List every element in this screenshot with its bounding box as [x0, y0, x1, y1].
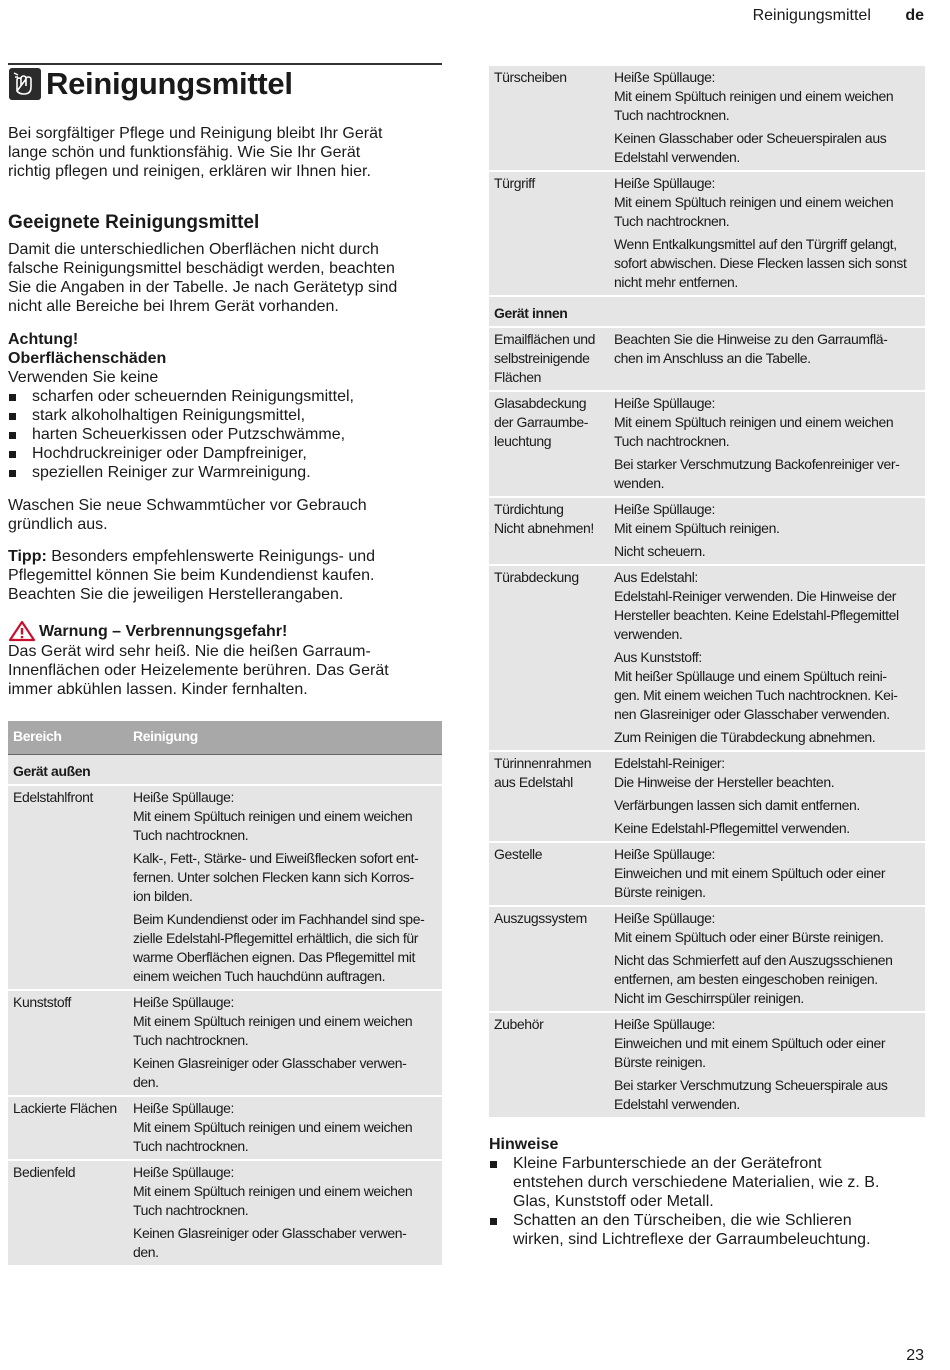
area-line: Kunststoff [13, 994, 72, 1010]
running-header [753, 7, 924, 25]
table-row [489, 566, 925, 752]
cleaning-table-right [489, 66, 925, 1119]
cleaning-line: Mit einem Spültuch reinigen. [614, 520, 780, 536]
warning-block [8, 620, 442, 699]
list-item: harten Scheuerkissen oder Putzschwämme, [8, 425, 442, 444]
area-line: Gestelle [494, 846, 543, 862]
table-row [8, 786, 442, 991]
intro-paragraph [8, 124, 442, 181]
cleaning-line: chen im Anschluss an die Tabelle. [614, 350, 811, 366]
cleaning-line: Beachten Sie die Hinweise zu den Garraumflä- [614, 331, 888, 347]
cleaning-line: Heiße Spüllauge: [133, 789, 234, 805]
list-item: Hochdruckreiniger oder Dampfreiniger, [8, 444, 442, 463]
cleaning-line: Tuch nachtrocknen. [614, 213, 730, 229]
table-row [489, 498, 925, 566]
cleaning-cell [128, 991, 442, 1097]
list-item: speziellen Reiniger zur Warmreinigung. [8, 463, 442, 482]
paragraph-line: gründlich aus. [8, 516, 108, 533]
area-cell [489, 66, 609, 172]
tip-paragraph [8, 547, 442, 604]
area-line: Türgriff [494, 175, 535, 191]
cleaning-line: nicht mehr entfernen. [614, 274, 738, 290]
area-cell [8, 1161, 128, 1267]
cleaning-line: Tuch nachtrocknen. [133, 1138, 249, 1154]
cleaning-line: entfernen, am besten eingeschoben reinigen. [614, 971, 878, 987]
cleaning-line: den. [133, 1244, 159, 1260]
cleaning-cell [609, 907, 925, 1013]
area-cell [489, 328, 609, 392]
table-header-row [8, 721, 442, 755]
area-line: Emailflächen und [494, 331, 595, 347]
area-line: Türabdeckung [494, 569, 579, 585]
area-line: der Garraumbe- [494, 414, 588, 430]
tip-line: Pflegemittel können Sie beim Kundendienst kaufen. [8, 567, 375, 584]
cleaning-line: Tuch nachtrocknen. [614, 107, 730, 123]
area-cell [489, 566, 609, 752]
cleaning-line: fernen. Unter solchen Flecken kann sich Korros- [133, 869, 414, 885]
caution-subtitle: Oberflächenschäden [8, 350, 167, 367]
cleaning-line: Aus Edelstahl: [614, 569, 698, 585]
page-number: 23 [906, 1347, 924, 1364]
cleaning-line: nen Glasreiniger oder Glasschaber verwenden. [614, 706, 890, 722]
cleaning-cell [128, 786, 442, 991]
cleaning-line: Heiße Spüllauge: [133, 1164, 234, 1180]
category-row [8, 755, 442, 786]
cleaning-line: Nicht im Geschirrspüler reinigen. [614, 990, 804, 1006]
table-row [489, 328, 925, 392]
cleaning-line: wenden. [614, 475, 665, 491]
cleaning-cell [609, 172, 925, 297]
cleaning-line: Edelstahl-Reiniger verwenden. Die Hinweise der [614, 588, 896, 604]
notes-list [489, 1154, 925, 1249]
cleaning-line: Bei starker Verschmutzung Backofenreiniger ver- [614, 456, 900, 472]
cleaning-table-left [8, 721, 442, 1267]
caution-label: Achtung! [8, 331, 79, 348]
list-item [489, 1211, 925, 1249]
area-line: Lackierte Flächen [13, 1100, 117, 1116]
cleaning-line: Heiße Spüllauge: [614, 175, 715, 191]
table-row [8, 991, 442, 1097]
cleaning-line: Mit einem Spültuch reinigen und einem weichen [614, 88, 894, 104]
area-cell [489, 907, 609, 1013]
area-line: Glasabdeckung [494, 395, 587, 411]
left-column [8, 63, 442, 1267]
cleaning-line: ion bilden. [133, 888, 193, 904]
area-line: Bedienfeld [13, 1164, 76, 1180]
list-item [489, 1154, 925, 1211]
cleaning-cell [609, 392, 925, 498]
cleaning-line: Heiße Spüllauge: [614, 846, 715, 862]
cleaning-line: Edelstahl verwenden. [614, 149, 740, 165]
area-cell [489, 843, 609, 907]
cleaning-line: zielle Edelstahl-Pflegemittel erhältlich, die sich für [133, 930, 418, 946]
cleaning-line: Mit einem Spültuch reinigen und einem weichen [133, 1183, 413, 1199]
cleaning-hand-icon [8, 67, 42, 101]
cleaning-line: Nicht das Schmierfett auf den Auszugsschienen [614, 952, 893, 968]
cleaning-line: verwenden. [614, 626, 683, 642]
cleaning-line: Mit einem Spültuch reinigen und einem weichen [133, 1119, 413, 1135]
cleaning-line: gen. Mit einem weichen Tuch nachtrocknen. Kei- [614, 687, 898, 703]
header-section: Reinigungsmittel [752, 7, 871, 24]
area-cell [8, 991, 128, 1097]
cleaning-line: Keinen Glasschaber oder Scheuerspiralen aus [614, 130, 887, 146]
cleaning-line: Keinen Glasreiniger oder Glasschaber verwen- [133, 1055, 407, 1071]
cleaning-line: Edelstahl-Reiniger: [614, 755, 725, 771]
area-line: Zubehör [494, 1016, 544, 1032]
warning-triangle-icon [8, 620, 36, 642]
area-line: Nicht abnehmen! [494, 520, 594, 536]
area-line: Edelstahlfront [13, 789, 94, 805]
area-line: Türdichtung [494, 501, 564, 517]
cleaning-line: Tuch nachtrocknen. [133, 1032, 249, 1048]
table-row [489, 907, 925, 1013]
cleaning-cell [128, 1161, 442, 1267]
cleaning-line: Wenn Entkalkungsmittel auf den Türgriff gelangt, [614, 236, 897, 252]
cleaning-line: Kalk-, Fett-, Stärke- und Eiweißflecken sofort ent- [133, 850, 419, 866]
paragraph-line: Waschen Sie neue Schwammtücher vor Gebrauch [8, 497, 367, 514]
cleaning-cell [609, 843, 925, 907]
cleaning-cell [609, 328, 925, 392]
note-line: Glas, Kunststoff oder Metall. [513, 1193, 714, 1210]
cleaning-line: Nicht scheuern. [614, 543, 706, 559]
cleaning-line: Aus Kunststoff: [614, 649, 702, 665]
cleaning-line: Bei starker Verschmutzung Scheuerspirale aus [614, 1077, 888, 1093]
note-line: wirken, sind Lichtreflexe der Garraumbeleuchtung. [513, 1231, 871, 1248]
table-row [489, 66, 925, 172]
tip-line: Beachten Sie die jeweiligen Herstellerangaben. [8, 586, 344, 603]
cleaning-line: Mit einem Spültuch reinigen und einem weichen [614, 194, 894, 210]
cleaning-line: Mit heißer Spüllauge und einem Spültuch reini- [614, 668, 887, 684]
table-row [489, 1013, 925, 1119]
cleaning-line: Die Hinweise der Hersteller beachten. [614, 774, 835, 790]
area-line: aus Edelstahl [494, 774, 573, 790]
wash-paragraph [8, 496, 442, 534]
cleaning-line: Tuch nachtrocknen. [614, 433, 730, 449]
page-title: Reinigungsmittel [46, 66, 293, 101]
area-cell [489, 392, 609, 498]
cleaning-line: sofort abwischen. Diese Flecken lassen sich sonst [614, 255, 907, 271]
cleaning-line: den. [133, 1074, 159, 1090]
area-line: leuchtung [494, 433, 552, 449]
cleaning-line: Tuch nachtrocknen. [133, 1202, 249, 1218]
cleaning-line: warme Oberflächen eignen. Das Pflegemittel mit [133, 949, 415, 965]
cleaning-cell [609, 566, 925, 752]
cleaning-line: Verfärbungen lassen sich damit entfernen. [614, 797, 860, 813]
intro-line: lange schön und funktionsfähig. Wie Sie Ihr Gerät [8, 144, 361, 161]
warning-title: Warnung – Verbrennungsgefahr! [39, 622, 288, 640]
area-cell [489, 172, 609, 297]
notes-title: Hinweise [489, 1136, 559, 1153]
chapter-title-bar [8, 63, 442, 102]
area-cell [8, 1097, 128, 1161]
cleaning-cell [609, 752, 925, 843]
cleaning-cell [609, 498, 925, 566]
warning-line: Das Gerät wird sehr heiß. Nie die heißen Garraum- [8, 643, 371, 660]
cleaning-line: Mit einem Spültuch reinigen und einem weichen [614, 414, 894, 430]
area-cell [489, 1013, 609, 1119]
tip-line: Besonders empfehlenswerte Reinigungs- und [46, 548, 376, 565]
cleaning-line: Keinen Glasreiniger oder Glasschaber verwen- [133, 1225, 407, 1241]
paragraph-line: Sie die Angaben in der Tabelle. Je nach Gerätetyp sind [8, 279, 398, 296]
warning-line: Innenflächen oder Heizelemente berühren. Das Gerät [8, 662, 389, 679]
cleaning-line: Heiße Spüllauge: [614, 69, 715, 85]
note-line: Schatten an den Türscheiben, die wie Schlieren [513, 1212, 852, 1229]
cleaning-line: einem weichen Tuch hauchdünn auftragen. [133, 968, 386, 984]
warning-line: immer abkühlen lassen. Kinder fernhalten. [8, 681, 308, 698]
section-heading: Geeignete Reinigungsmittel [8, 212, 260, 233]
cleaning-line: Heiße Spüllauge: [614, 395, 715, 411]
area-line: Flächen [494, 369, 542, 385]
list-item: scharfen oder scheuernden Reinigungsmittel, [8, 387, 442, 406]
area-line: Auszugssystem [494, 910, 587, 926]
note-line: Kleine Farbunterschiede an der Gerätefront [513, 1155, 822, 1172]
list-item: stark alkoholhaltigen Reinigungsmittel, [8, 406, 442, 425]
cleaning-line: Keine Edelstahl-Pflegemittel verwenden. [614, 820, 850, 836]
cleaning-line: Bürste reinigen. [614, 1054, 706, 1070]
cleaning-cell [128, 1097, 442, 1161]
cleaning-line: Heiße Spüllauge: [133, 1100, 234, 1116]
cleaning-line: Mit einem Spültuch reinigen und einem weichen [133, 1013, 413, 1029]
cleaning-line: Heiße Spüllauge: [614, 501, 715, 517]
section-paragraph [8, 240, 442, 316]
cleaning-cell [609, 66, 925, 172]
paragraph-line: falsche Reinigungsmittel beschädigt werden, beachten [8, 260, 395, 277]
cleaning-line: Bürste reinigen. [614, 884, 706, 900]
cleaning-line: Einweichen und mit einem Spültuch oder einer [614, 1035, 886, 1051]
cleaning-line: Zum Reinigen die Türabdeckung abnehmen. [614, 729, 876, 745]
area-cell [489, 752, 609, 843]
table-row [489, 172, 925, 297]
caution-list [8, 387, 442, 482]
intro-line: richtig pflegen und reinigen, erklären wir Ihnen hier. [8, 163, 371, 180]
cleaning-line: Tuch nachtrocknen. [133, 827, 249, 843]
caution-lead: Verwenden Sie keine [8, 369, 159, 386]
area-line: selbstreinigende [494, 350, 590, 366]
area-line: Türinnenrahmen [494, 755, 592, 771]
cleaning-line: Heiße Spüllauge: [614, 910, 715, 926]
notes-block [489, 1135, 925, 1249]
caution-block [8, 330, 442, 482]
table-row [489, 843, 925, 907]
cleaning-line: Heiße Spüllauge: [614, 1016, 715, 1032]
table-row [489, 752, 925, 843]
column-header-area: Bereich [8, 721, 128, 755]
table-row [8, 1097, 442, 1161]
area-cell [8, 786, 128, 991]
table-row [8, 1161, 442, 1267]
right-column [489, 66, 925, 1249]
area-cell [489, 498, 609, 566]
category-row [489, 297, 925, 328]
note-line: entstehen durch verschiedene Materialien, wie z. B. [513, 1174, 880, 1191]
paragraph-line: Damit die unterschiedlichen Oberflächen nicht durch [8, 241, 379, 258]
area-line: Türscheiben [494, 69, 567, 85]
cleaning-cell [609, 1013, 925, 1119]
intro-line: Bei sorgfältiger Pflege und Reinigung bleibt Ihr Gerät [8, 125, 383, 142]
column-header-cleaning: Reinigung [128, 721, 442, 755]
header-language: de [905, 7, 924, 24]
cleaning-line: Beim Kundendienst oder im Fachhandel sind spe- [133, 911, 425, 927]
cleaning-line: Einweichen und mit einem Spültuch oder einer [614, 865, 886, 881]
paragraph-line: nicht alle Bereiche bei Ihrem Gerät vorhanden. [8, 298, 339, 315]
category-label: Gerät innen [489, 297, 925, 328]
cleaning-line: Mit einem Spültuch reinigen und einem weichen [133, 808, 413, 824]
cleaning-line: Hersteller beachten. Keine Edelstahl-Pflegemittel [614, 607, 899, 623]
cleaning-line: Heiße Spüllauge: [133, 994, 234, 1010]
table-row [489, 392, 925, 498]
tip-label: Tipp: [8, 548, 47, 565]
cleaning-line: Edelstahl verwenden. [614, 1096, 740, 1112]
cleaning-line: Mit einem Spültuch oder einer Bürste reinigen. [614, 929, 884, 945]
category-label: Gerät außen [8, 755, 442, 786]
